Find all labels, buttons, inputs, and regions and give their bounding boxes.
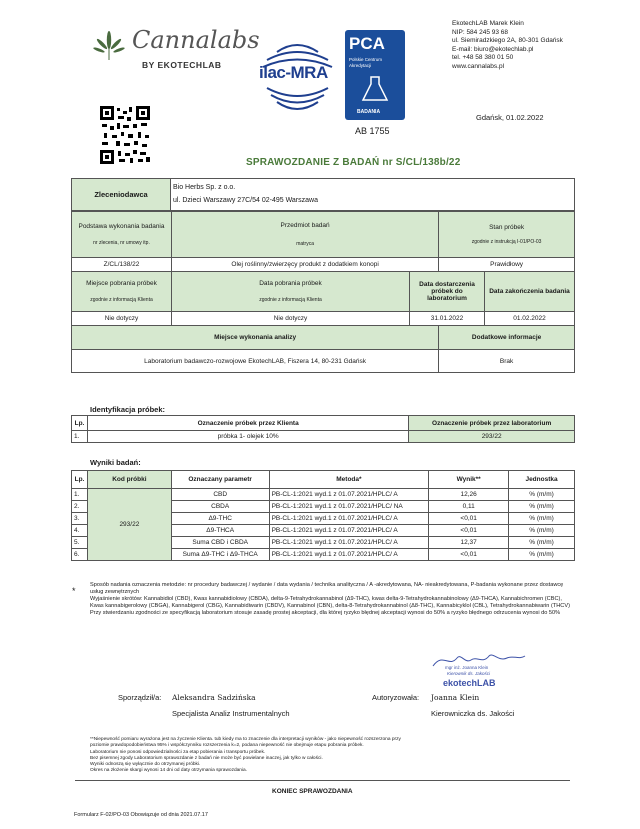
end-divider [75, 780, 570, 781]
id-row [72, 431, 575, 443]
podstawa-value: Z/CL/138/22 [72, 258, 172, 272]
res-header-code: Kod próbki [87, 471, 171, 489]
results-title: Wyniki badań: [90, 458, 141, 467]
cannabis-leaf-icon [92, 30, 126, 64]
przedmiot-cell [172, 212, 439, 258]
res-header-lp: Lp. [72, 471, 88, 489]
res-header-method: Metoda* [269, 471, 429, 489]
przedmiot-label: Przedmiot badań [280, 222, 330, 229]
notes-abbreviations: Wyjaśnienie skrótów: Kannabidiol (CBD), Kwas kannabidiolowy (CBDA), delta-9-Tetrahydrokannabinol (Δ9-THC), kwas delta-9-Tetrahydrokannabinolowy (Δ9-THCA), Kannabichromen (CBC), Kwas kannabigerolowy (CBGA), Kannabigerol (CBG), Kannabidiwarin (CBDV), Kannabinol (CBN), delta-8-Tetrahydrokannabinol (Δ8-THC), Kannabicyklol (CBL), Tetrahydrokannabiwarin (THCV) [90, 596, 570, 609]
podstawa-sub: nr zlecenia, nr umowy itp. [93, 240, 150, 246]
res-header-result: Wynik** [429, 471, 509, 489]
res-method: PB-CL-1:2021 wyd.1 z 01.07.2021/HPLC/ A [269, 489, 429, 501]
company-nip: NIP: 584 245 93 68 [452, 28, 509, 36]
company-phone: tel. +48 58 380 01 50 [452, 54, 514, 61]
dodatkowe-label: Dodatkowe informacje [439, 326, 575, 350]
notes-method-key: Sposób nadania oznaczenia metodzie: nr procedury badawczej / wydanie / data wydania / technika analityczna / A -akredytowana, NA- nieakredytowana, P-badania wykonane przez dostawcę usług zewnętrznych [90, 582, 564, 595]
res-param: Suma Δ9-THC i Δ9-THCA [171, 549, 269, 561]
id-row-lab: 293/22 [409, 431, 575, 443]
przedmiot-sub: matryca [296, 241, 314, 247]
pca-logo [345, 30, 405, 120]
res-result: 12,26 [429, 489, 509, 501]
res-lp: 4. [72, 525, 88, 537]
res-header-unit: Jednostka [509, 471, 575, 489]
miejsce-wykonania-label: Miejsce wykonania analizy [72, 326, 439, 350]
miejsce-pobrania-sub: zgodnie z informacją Klienta [90, 297, 153, 303]
res-lp: 6. [72, 549, 88, 561]
flask-icon [360, 74, 390, 104]
id-header-lab: Oznaczenie próbek przez laboratorium [409, 416, 575, 431]
podstawa-cell [72, 212, 172, 258]
miejsce-pobrania-value: Nie dotyczy [72, 312, 172, 326]
res-param: Δ9-THC [171, 513, 269, 525]
stamp-line-1: mgr inż. Joanna Klein [445, 665, 489, 670]
podstawa-label: Podstawa wykonania badania [78, 223, 165, 230]
zleceniodawca-label: Zleceniodawca [94, 190, 148, 199]
qr-code-icon [100, 106, 150, 164]
autoryzowala-role: Kierowniczka ds. Jakości [431, 709, 515, 718]
res-lp: 3. [72, 513, 88, 525]
results-table [71, 470, 575, 561]
stan-label: Stan próbek [489, 224, 525, 231]
data-zakonczenia-label: Data zakończenia badania [485, 272, 575, 312]
qr-code [100, 106, 150, 164]
res-method: PB-CL-1:2021 wyd.1 z 01.07.2021/HPLC/ A [269, 537, 429, 549]
notes-acceptance: Przy stwierdzaniu zgodności ze specyfikacją laboratorium stosuje zasadę prostej akceptacji, dla której ryzyko błędnej akceptacji wynosi do 50% a ryzyko błędnego odrzucenia wynosi do 50% [90, 610, 561, 616]
zleceniodawca-label-cell [71, 178, 171, 211]
res-lp: 1. [72, 489, 88, 501]
footnote-line: **Niepewność pomiaru wyrażona jest na życzenie Klienta. tub kiedy ma to znaczenie dla interpretacji wyników - jako niepewność rozszerzona przy [90, 737, 401, 742]
res-header-param: Oznaczany parametr [171, 471, 269, 489]
logo-name: Cannalabs [132, 26, 260, 54]
res-method: PB-CL-1:2021 wyd.1 z 01.07.2021/HPLC/ A [269, 549, 429, 561]
id-row-client: próbka 1- olejek 10% [87, 431, 408, 443]
company-name: EkotechLAB Marek Klein [452, 20, 524, 27]
res-unit: % (m/m) [509, 501, 575, 513]
client-address: ul. Dzieci Warszawy 27C/54 02-495 Warszawa [173, 197, 318, 204]
stamp-line-2: Kierownik ds. Jakości [447, 671, 491, 676]
ilac-mra-logo [255, 30, 340, 115]
id-header-client: Oznaczenie próbek przez Klienta [87, 416, 408, 431]
footnote-line: Wyniki odnoszą się wyłącznie do otrzymanej próbki. [90, 762, 201, 768]
przedmiot-value: Olej roślinny/zwierzęcy produkt z dodatkiem konopi [172, 258, 439, 272]
report-title: SPRAWOZDANIE Z BADAŃ nr S/CL/138b/22 [246, 157, 461, 168]
res-lp: 2. [72, 501, 88, 513]
res-param: Δ9-THCA [171, 525, 269, 537]
sample-info-table [71, 211, 575, 373]
stamp [425, 650, 535, 692]
dodatkowe-value: Brak [439, 350, 575, 373]
accreditation-number: AB 1755 [355, 126, 390, 136]
company-website: www.cannalabs.pl [452, 62, 505, 70]
res-unit: % (m/m) [509, 537, 575, 549]
data-pobrania-label: Data pobrania próbek [259, 280, 322, 287]
stan-value: Prawidłowy [439, 258, 575, 272]
sporzadzil-label: Sporządził/a: [118, 693, 162, 702]
res-result: <0,01 [429, 549, 509, 561]
company-street: ul. Siemiradzkiego 2A, 80-301 Gdańsk [452, 37, 563, 44]
pca-badania: BADANIA [357, 109, 381, 115]
notes-star: * [72, 586, 76, 596]
miejsce-pobrania-label: Miejsce pobrania próbek [86, 280, 157, 287]
res-param: CBD [171, 489, 269, 501]
footnote-line: Okres na złożenie skargi wynosi 14 dni od daty otrzymania sprawozdania. [90, 768, 248, 774]
res-unit: % (m/m) [509, 525, 575, 537]
res-method: PB-CL-1:2021 wyd.1 z 01.07.2021/HPLC/ NA [269, 501, 429, 513]
cannalabs-logo [92, 20, 260, 75]
sporzadzil-role: Specjalista Analiz Instrumentalnych [172, 709, 290, 718]
res-result: 0,11 [429, 501, 509, 513]
autoryzowala-label: Autoryzowała: [372, 693, 420, 702]
data-dostarczenia-value: 31.01.2022 [410, 312, 485, 326]
res-result: <0,01 [429, 513, 509, 525]
res-unit: % (m/m) [509, 489, 575, 501]
stamp-brand: ekotechLAB [443, 678, 496, 688]
pca-text-1: Polskie Centrum [349, 57, 383, 62]
footnotes-block [90, 737, 570, 775]
res-param: CBDA [171, 501, 269, 513]
data-dostarczenia-label: Data dostarczenia próbek do laboratorium [410, 272, 485, 312]
id-row-lp: 1. [72, 431, 88, 443]
miejsce-wykonania-value: Laboratorium badawczo-rozwojowe EkotechLAB, Fiszera 14, 80-231 Gdańsk [72, 350, 439, 373]
footnote-line: poziomie prawdopodobieństwa 95% i współczynniku rozszerzenia k=2, podana niepewność nie obejmuje etapu pobrania próbek. [90, 743, 364, 749]
miejsce-pobrania-cell [72, 272, 172, 312]
end-of-report: KONIEC SPRAWOZDANIA [272, 788, 353, 795]
stan-cell [439, 212, 575, 258]
pca-abbr: PCA [349, 34, 385, 53]
report-date: Gdańsk, 01.02.2022 [476, 113, 544, 122]
data-pobrania-value: Nie dotyczy [172, 312, 410, 326]
form-number: Formularz F-02/PO-03 Obowiązuje od dnia 2021.07.17 [74, 812, 208, 818]
res-result: 12,37 [429, 537, 509, 549]
res-result: <0,01 [429, 525, 509, 537]
res-lp: 5. [72, 537, 88, 549]
autoryzowala-name: Joanna Klein [431, 693, 480, 702]
res-param: Suma CBD i CBDA [171, 537, 269, 549]
client-cell [171, 178, 575, 211]
data-pobrania-cell [172, 272, 410, 312]
notes-block [90, 582, 575, 617]
client-name: Bio Herbs Sp. z o.o. [173, 184, 236, 191]
ilac-text: ilac-MRA [259, 63, 328, 82]
logo-subtitle: BY EKOTECHLAB [142, 60, 222, 70]
res-method: PB-CL-1:2021 wyd.1 z 01.07.2021/HPLC/ A [269, 525, 429, 537]
identification-title: Identyfikacja próbek: [90, 405, 166, 414]
company-info [452, 20, 563, 71]
identification-table [71, 415, 575, 443]
footnote-line: Bez pisemnej zgody Laboratorium sprawozdanie z badań nie może być powielane inaczej, jak tylko w całości. [90, 755, 323, 761]
pca-text-2: Akredytacji [349, 63, 372, 68]
res-sample-code: 293/22 [87, 489, 171, 561]
footnote-line: Laboratorium nie ponosi odpowiedzialności za etap pobierania i transportu próbek. [90, 749, 266, 755]
res-method: PB-CL-1:2021 wyd.1 z 01.07.2021/HPLC/ A [269, 513, 429, 525]
sporzadzil-name: Aleksandra Sadzińska [172, 693, 256, 702]
table-row [72, 489, 575, 501]
res-unit: % (m/m) [509, 549, 575, 561]
stan-sub: zgodnie z instrukcją I-01/PO-03 [471, 239, 542, 245]
res-unit: % (m/m) [509, 513, 575, 525]
company-email: E-mail: biuro@ekotechlab.pl [452, 45, 534, 53]
data-pobrania-sub: zgodnie z informacją Klienta [259, 297, 322, 303]
id-header-lp: Lp. [72, 416, 88, 431]
data-zakonczenia-value: 01.02.2022 [485, 312, 575, 326]
